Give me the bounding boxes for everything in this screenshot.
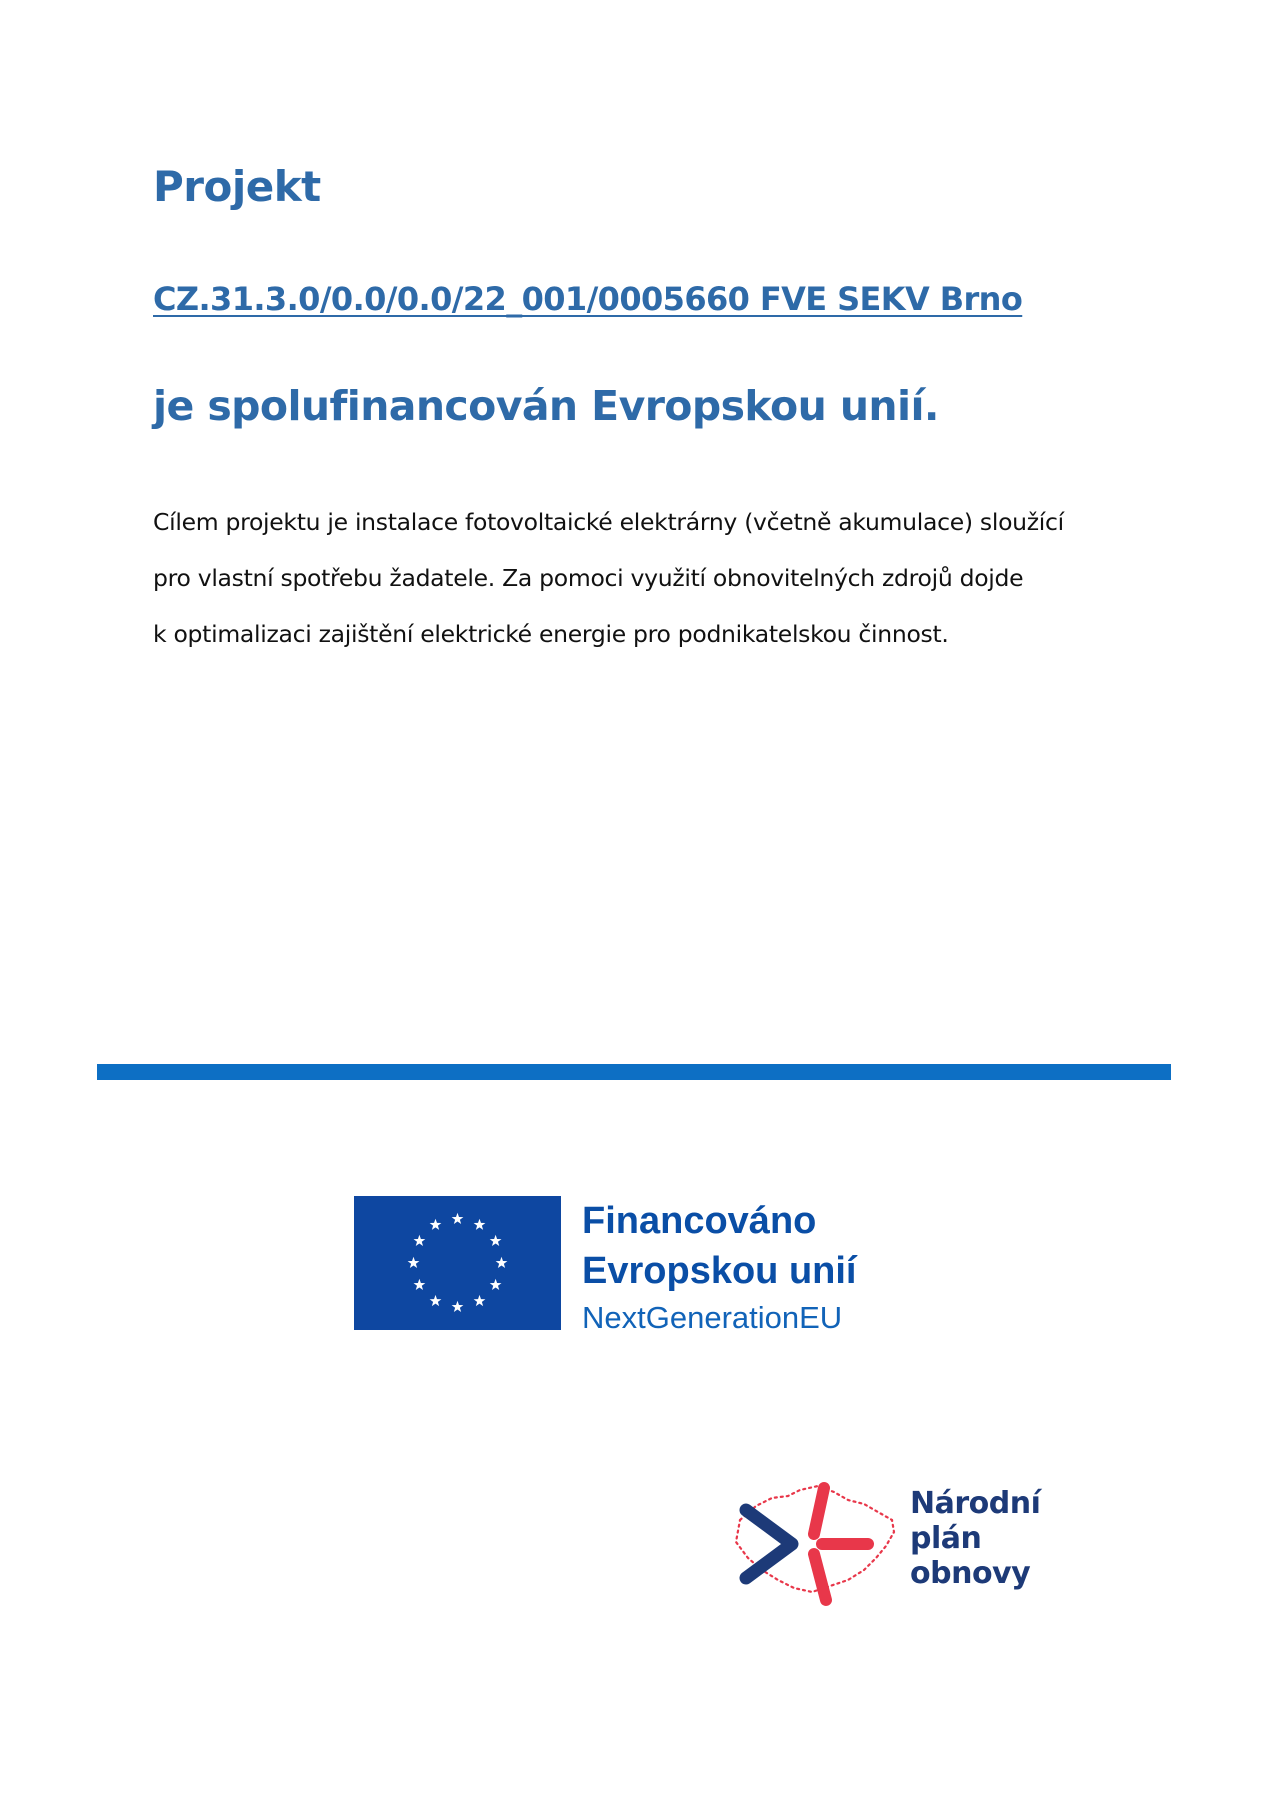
description-line: Cílem projektu je instalace fotovoltaické elektrárny (včetně akumulace) sloužící (153, 508, 1064, 536)
npo-stroke-top (814, 1488, 824, 1534)
eu-flag-icon (354, 1196, 561, 1330)
npo-logo-line: plán (910, 1521, 982, 1556)
project-number-link[interactable]: CZ.31.3.0/0.0/0.0/22_001/0005660 FVE SEKV Brno (153, 280, 1023, 318)
project-description (153, 494, 1153, 662)
cofinanced-statement: je spolufinancován Evropskou unií. (153, 382, 939, 430)
description-line: k optimalizaci zajištění elektrické energie pro podnikatelskou činnost. (153, 620, 949, 648)
divider-bar (97, 1064, 1171, 1080)
eu-logo-text (582, 1196, 856, 1340)
eu-logo-line: Evropskou unií (582, 1250, 857, 1292)
npo-logo-line: obnovy (910, 1556, 1031, 1591)
npo-chevron (746, 1510, 792, 1578)
narodni-plan-obnovy-logo (726, 1476, 1066, 1616)
page-heading: Projekt (153, 162, 321, 211)
npo-stroke-bottom (814, 1554, 826, 1600)
npo-logo-text (910, 1486, 1040, 1591)
npo-symbol-icon (726, 1476, 898, 1614)
eu-funding-logo (354, 1196, 954, 1336)
eu-logo-line: NextGenerationEU (582, 1300, 843, 1335)
eu-logo-line: Financováno (582, 1200, 817, 1242)
description-line: pro vlastní spotřebu žadatele. Za pomoci využití obnovitelných zdrojů dojde (153, 564, 1024, 592)
npo-logo-line: Národní (910, 1486, 1041, 1521)
